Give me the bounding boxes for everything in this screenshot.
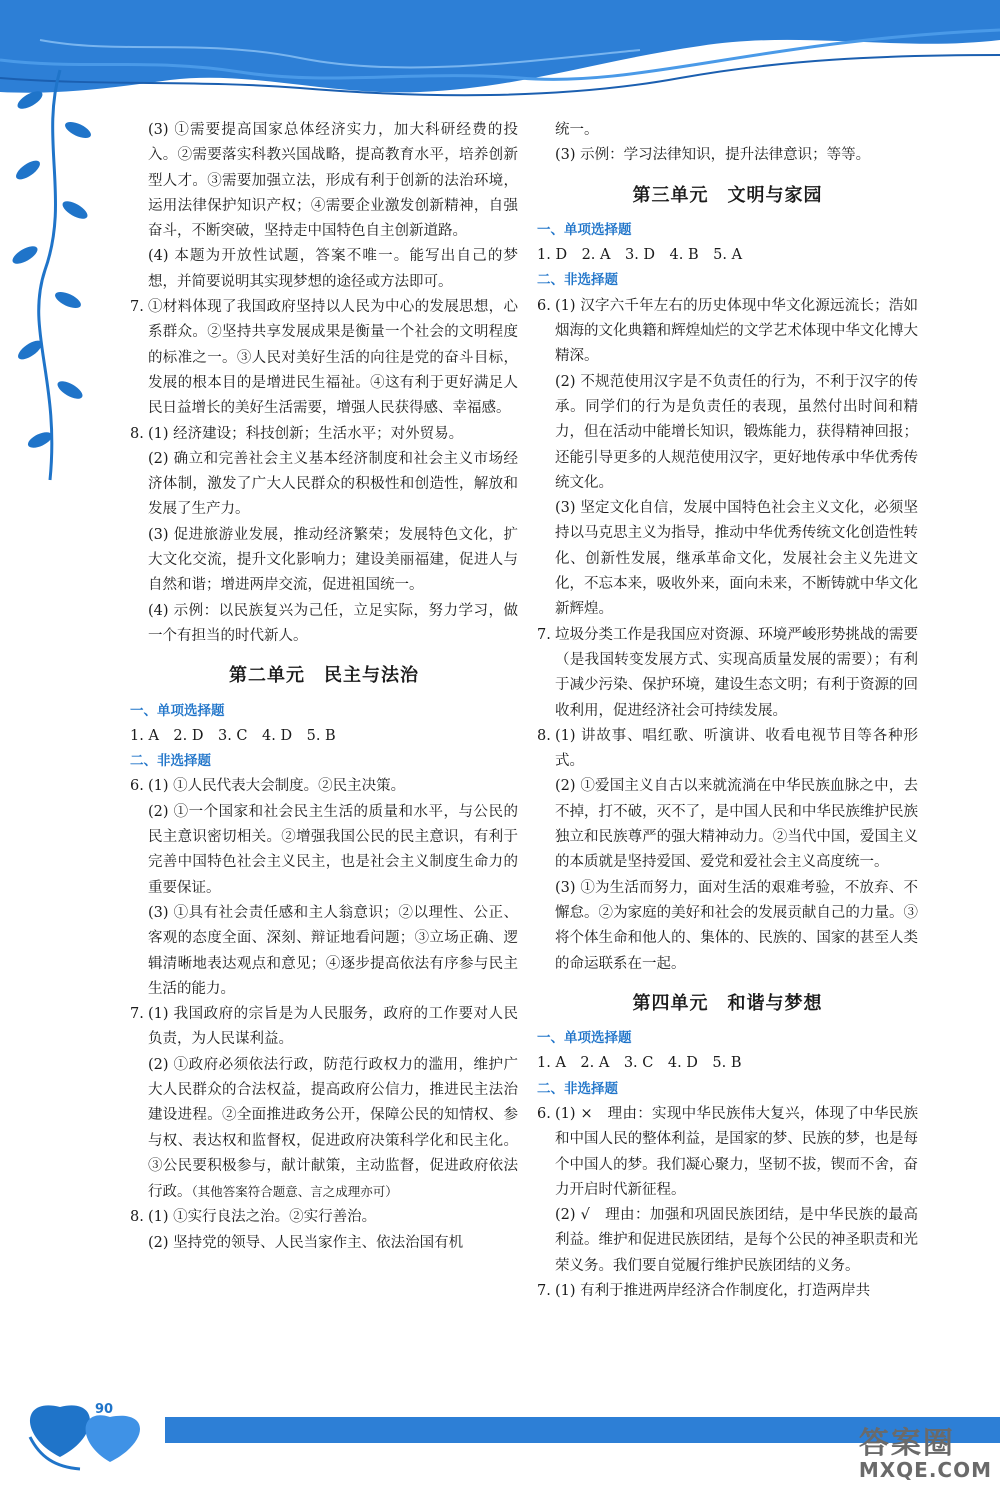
watermark	[859, 1418, 992, 1482]
answer-text: (1) ①人民代表大会制度。②民主决策。	[148, 778, 406, 795]
answer-paragraph: (4) 示例：以民族复兴为己任，立足实际，努力学习，做一个有担当的时代新人。	[148, 602, 518, 644]
answer-paragraph: (3) 示例：学习法律知识，提升法律意识；等等。	[555, 147, 871, 164]
question-8	[130, 422, 518, 447]
left-column	[130, 118, 518, 1256]
answer-paragraph: (4) 本题为开放性试题，答案不唯一。能写出自己的梦想，并简要说明其实现梦想的途径或方法即可。	[148, 248, 518, 290]
question-number: 6.	[130, 778, 144, 795]
answer-paragraph: (3) ①为生活而努力，面对生活的艰难考验，不放弃、不懈怠。②为家庭的美好和社会的发展贡献自己的力量。③将个体生命和他人的、集体的、民族的、国家的甚至人类的命运联系在一起。	[555, 879, 918, 972]
answer-paragraph	[130, 1053, 518, 1206]
answer-paragraph: (2) ①爱国主义自古以来就流淌在中华民族血脉之中，去不掉，打不破，灭不了，是中国人民和中华民族维护民族独立和民族尊严的强大精神动力。②当代中国，爱国主义的本质就是坚持爱国、爱党和爱社会主义高度统一。	[555, 778, 918, 871]
question-7	[130, 1002, 518, 1053]
question-number: 8.	[537, 727, 551, 744]
right-column	[537, 118, 918, 1304]
question-number: 8.	[130, 425, 144, 442]
mc-answers: 1. D 2. A 3. D 4. B 5. A	[537, 247, 743, 264]
question-6	[537, 294, 918, 370]
answer-paragraph: (3) 促进旅游业发展，推动经济繁荣；发展特色文化，扩大文化交流，提升文化影响力；建设美丽福建，促进人与自然和谐；增进两岸交流，促进祖国统一。	[148, 526, 518, 594]
section-heading: 二、非选择题	[537, 1080, 618, 1097]
section-heading: 一、单项选择题	[537, 221, 632, 238]
watermark-url: MXQE.COM	[858, 1458, 992, 1482]
answer-paragraph: (2) 不规范使用汉字是不负责任的行为，不利于汉字的传承。同学们的行为是负责任的表现，虽然付出时间和精力，但在活动中能增长知识，锻炼能力，获得精神回报；还能引导更多的人规范使用汉字，更好地传承中华优秀传统文化。	[555, 373, 918, 491]
unit-heading: 第四单元 和谐与梦想	[632, 992, 823, 1014]
question-6	[130, 774, 518, 799]
watermark-logo-text: 答案圈	[858, 1426, 955, 1461]
question-number: 7.	[537, 1283, 551, 1300]
answer-text: (1) 有利于推进两岸经济合作制度化，打造两岸共	[555, 1283, 871, 1300]
answer-text: (1) ①实行良法之治。②实行善治。	[148, 1209, 377, 1226]
answer-text: (2) ①政府必须依法行政，防范行政权力的滥用，维护广大人民群众的合法权益，提高政府公信力，推进民主法治建设进程。②全面推进政务公开，保障公民的知情权、参与权、表达权和监督权，促进政府决策科学化和民主化。③公民要积极参与，献计献策，主动监督，促进政府依法行政。	[148, 1056, 518, 1201]
section-heading: 二、非选择题	[537, 272, 618, 289]
question-number: 7.	[537, 626, 551, 643]
answer-text: 垃圾分类工作是我国应对资源、环境严峻形势挑战的需要（是我国转变发展方式、实现高质量发展的需要）；有利于减少污染、保护环境，建设生态文明；有利于资源的回收利用，促进经济社会可持续发展。	[555, 626, 918, 719]
question-number: 6.	[537, 297, 551, 314]
unit-heading: 第三单元 文明与家园	[632, 184, 823, 206]
section-heading: 一、单项选择题	[130, 702, 225, 719]
answer-paragraph: (2) ①一个国家和社会民主生活的质量和水平，与公民的民主意识密切相关。②增强我国公民的民主意识，有利于完善中国特色社会主义民主，也是社会主义制度生命力的重要保证。	[148, 803, 518, 896]
question-7	[130, 295, 518, 421]
top-wave-banner	[0, 0, 1000, 120]
question-number: 7.	[130, 1006, 144, 1023]
answer-paragraph: (3) ①具有社会责任感和主人翁意识；②以理性、公正、客观的态度全面、深刻、辩证地看问题；③立场正确、逻辑清晰地表达观点和意见；④逐步提高依法有序参与民主生活的能力。	[148, 904, 518, 997]
answer-text: ①材料体现了我国政府坚持以人民为中心的发展思想，心系群众。②坚持共享发展成果是衡量一个社会的文明程度的标准之一。③人民对美好生活的向往是党的奋斗目标，发展的根本目的是增进民生福祉。④这有利于更好满足人民日益增长的美好生活需要，增强人民获得感、幸福感。	[148, 299, 518, 417]
unit-heading: 第二单元 民主与法治	[229, 665, 419, 687]
answer-text: (1) 汉字六千年左右的历史体现中华文化源远流长；浩如烟海的文化典籍和辉煌灿烂的文学艺术体现中华文化博大精深。	[555, 297, 918, 365]
answer-text: (1) 讲故事、唱红歌、听演讲、收看电视节目等各种形式。	[555, 727, 918, 770]
question-number: 7.	[130, 299, 144, 316]
mc-answers: 1. A 2. D 3. C 4. D 5. B	[130, 727, 336, 744]
mc-answers: 1. A 2. A 3. C 4. D 5. B	[537, 1055, 742, 1072]
answer-paragraph: (2) √ 理由：加强和巩固民族团结，是中华民族的最高利益。维护和促进民族团结，是每个公民的神圣职责和光荣义务。我们要自觉履行维护民族团结的义务。	[555, 1207, 918, 1274]
question-7	[537, 1279, 918, 1304]
question-number: 8.	[130, 1209, 144, 1226]
answer-text: (1) 我国政府的宗旨是为人民服务，政府的工作要对人民负责，为人民谋利益。	[148, 1006, 518, 1048]
answer-paragraph: 统一。	[555, 122, 599, 138]
answer-paragraph: (3) 坚定文化自信，发展中国特色社会主义文化，必须坚持以马克思主义为指导，推动中华优秀传统文化创造性转化、创新性发展，继承革命文化，发展社会主义先进文化，不忘本来，吸收外来，面向未来，不断铸就中华文化新辉煌。	[555, 500, 918, 618]
answer-paragraph: (3) ①需要提高国家总体经济实力，加大科研经费的投入。②需要落实科教兴国战略，提高教育水平，培养创新型人才。③需要加强立法，形成有利于创新的法治环境，运用法律保护知识产权；④需要企业激发创新精神，自强奋斗，不断突破，坚持走中国特色自主创新道路。	[148, 122, 518, 240]
answer-paragraph: (2) 坚持党的领导、人民当家作主、依法治国有机	[148, 1234, 464, 1251]
question-8	[537, 724, 918, 775]
question-6	[537, 1102, 918, 1203]
section-heading: 一、单项选择题	[537, 1030, 632, 1047]
question-7	[537, 623, 918, 724]
bottom-banner	[0, 1397, 1000, 1487]
answer-text: (1) × 理由：实现中华民族伟大复兴，体现了中华民族和中国人民的整体利益，是国家的梦、民族的梦，也是每个中国人的梦。我们凝心聚力，坚韧不拔，锲而不舍，奋力开启时代新征程。	[555, 1105, 918, 1198]
answer-text: (1) 经济建设；科技创新；生活水平；对外贸易。	[148, 425, 464, 442]
answer-note: （其他答案符合题意、言之成理亦可）	[191, 1184, 398, 1200]
page-number: 90	[95, 1402, 114, 1417]
question-8	[130, 1205, 518, 1230]
vine-decoration	[0, 60, 120, 520]
question-number: 6.	[537, 1105, 551, 1122]
section-heading: 二、非选择题	[130, 753, 211, 770]
answer-paragraph: (2) 确立和完善社会主义基本经济制度和社会主义市场经济体制，激发了广大人民群众的积极性和创造性，解放和发展了生产力。	[148, 450, 518, 518]
